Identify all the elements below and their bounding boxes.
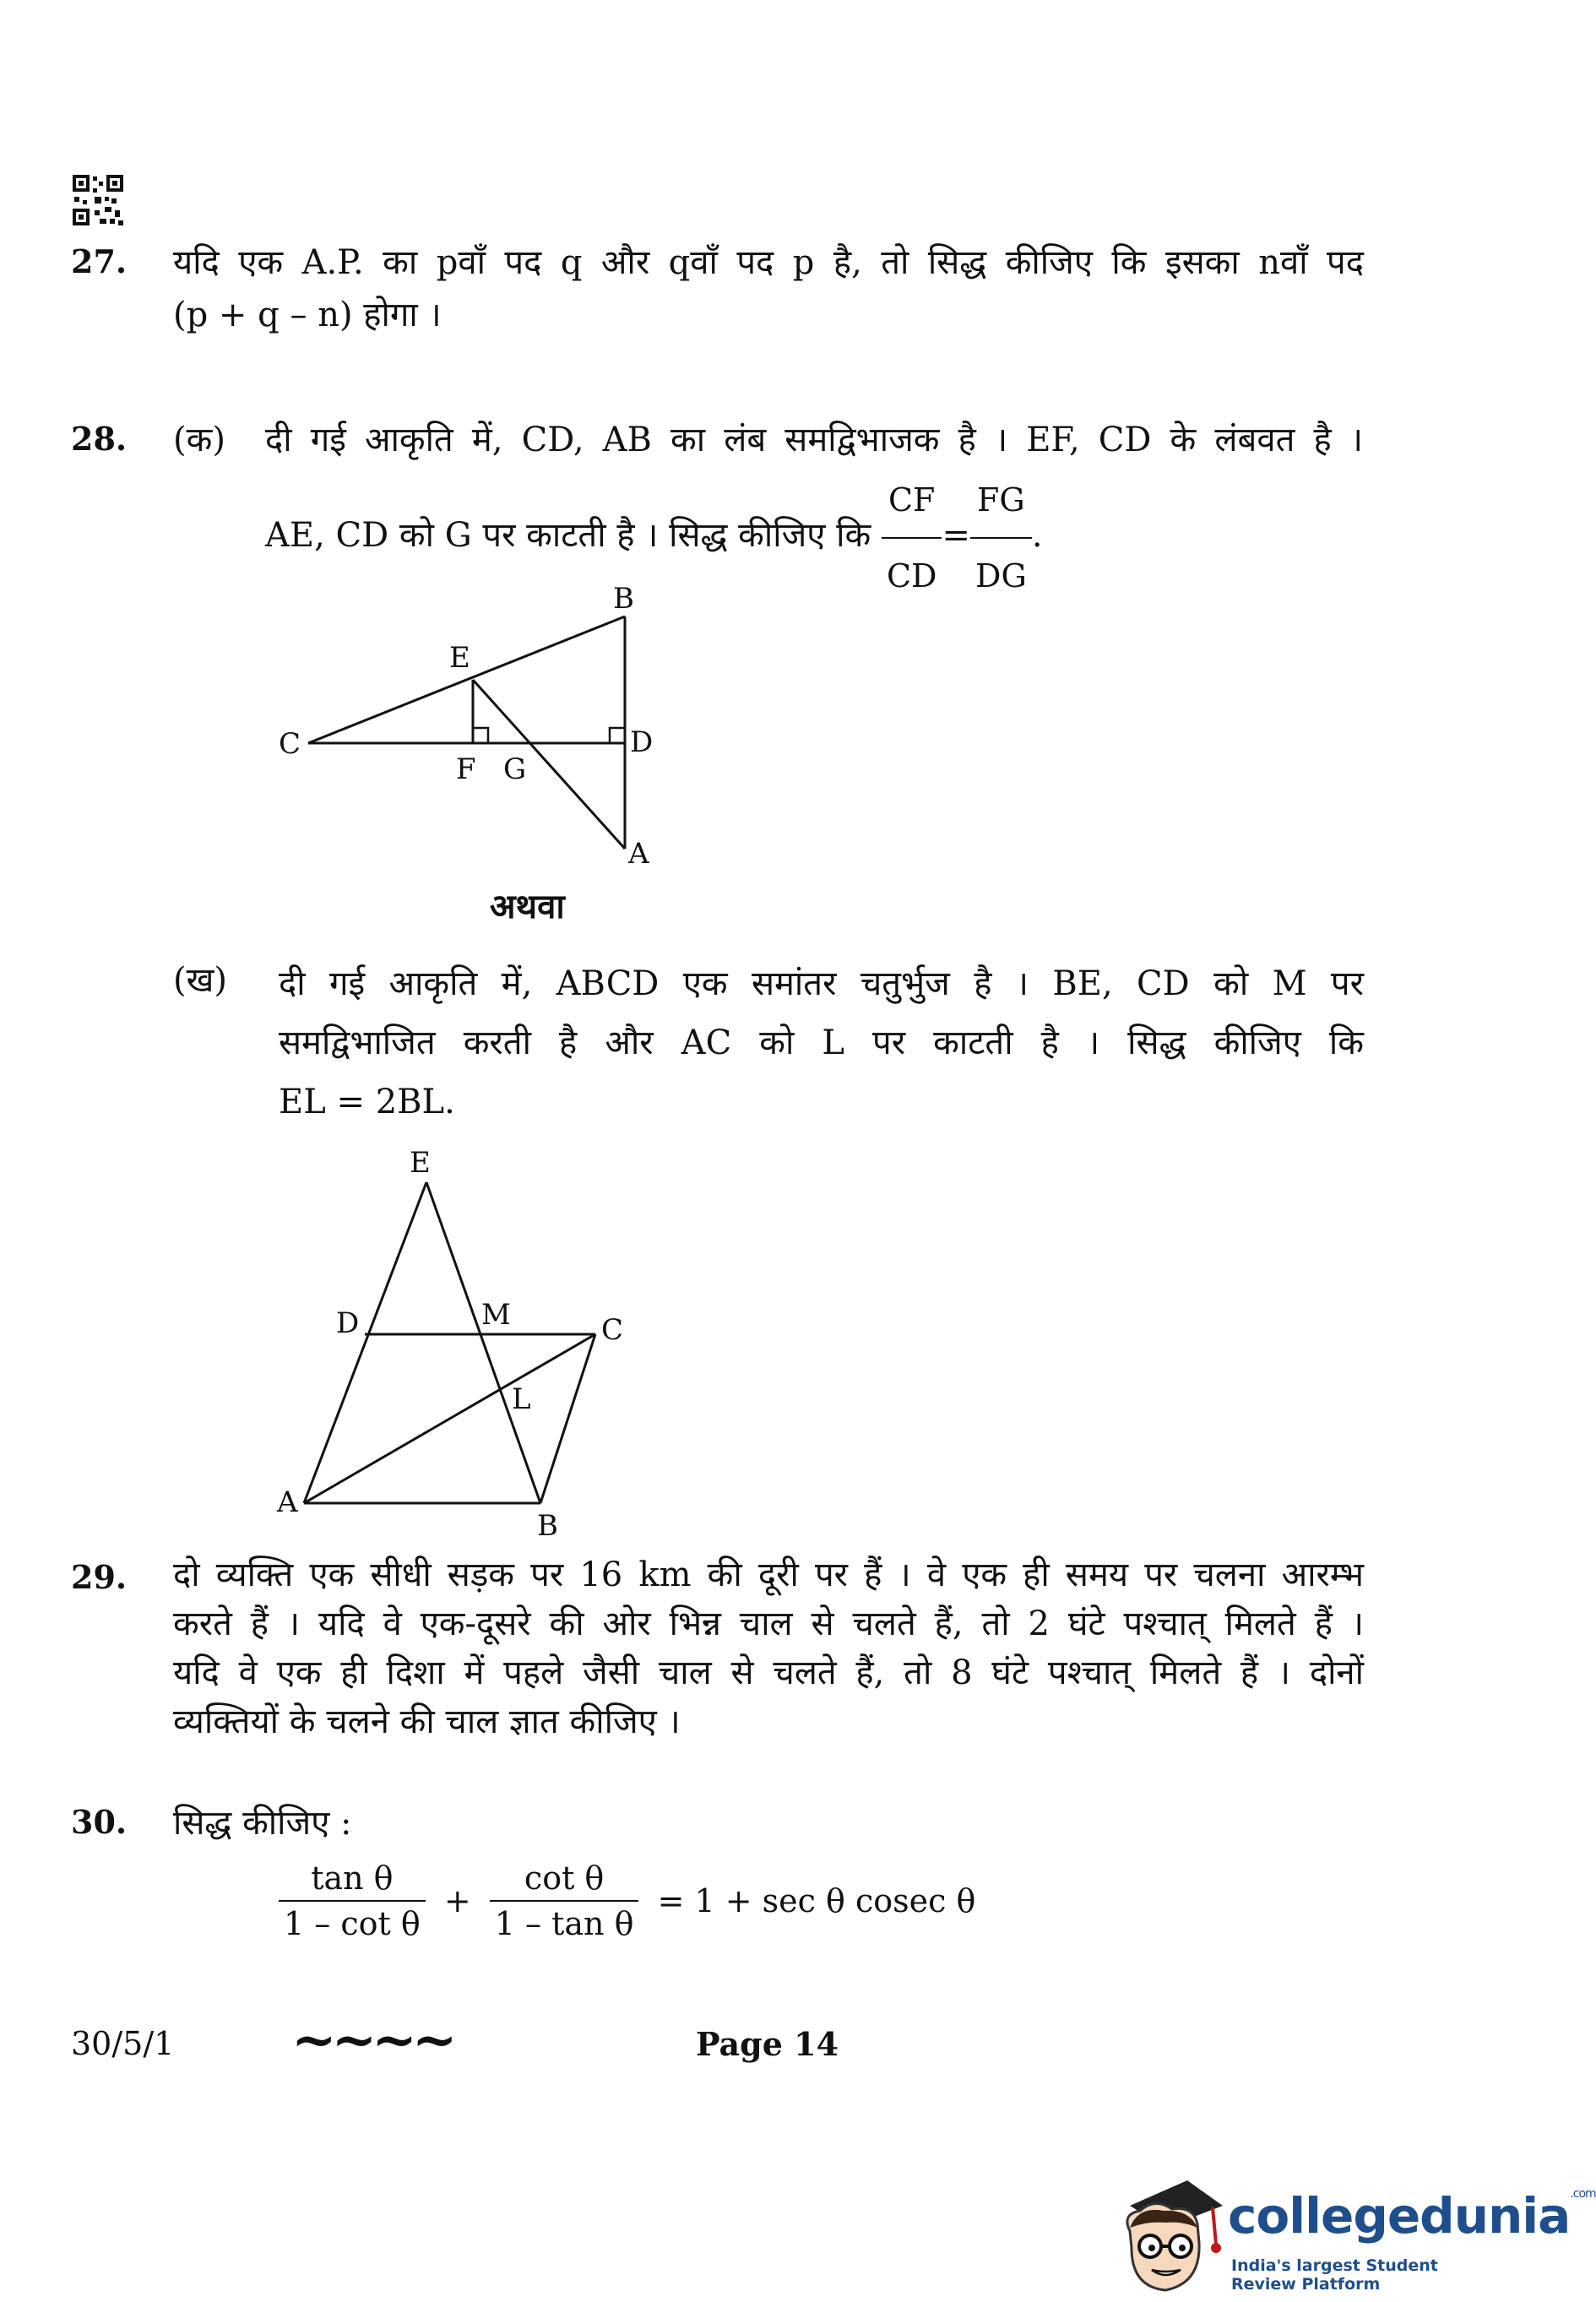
footer-wave-decoration: ~~~~ [291, 2008, 453, 2071]
fig2-label-m: M [481, 1298, 511, 1332]
question-28a-label: (क) [173, 421, 225, 459]
question-29-line-1: दो व्यक्ति एक सीधी सड़क पर 16 km की दूरी पर हैं । वे एक ही समय पर चलना आरम्भ [173, 1555, 1364, 1594]
line-a-c [304, 1334, 595, 1503]
fig1-label-b: B [613, 582, 634, 616]
fraction-numerator: cot θ [490, 1860, 639, 1902]
page-number: Page 14 [696, 2025, 839, 2063]
fraction-denominator: CD [886, 557, 937, 595]
question-number-27: 27. [71, 242, 128, 280]
brand-name-text: collegedunia [1228, 2187, 1571, 2245]
fig2-label-c: C [601, 1313, 624, 1347]
qr-code-icon [71, 173, 125, 227]
line-e-a [473, 680, 625, 849]
or-separator: अथवा [490, 887, 565, 926]
question-27-line-2: (p + q – n) होगा । [173, 296, 442, 334]
brand-tagline: India's largest Student Review Platform [1231, 2256, 1438, 2294]
fig1-label-a: A [628, 837, 649, 871]
question-28b-label: (ख) [173, 961, 227, 1000]
question-28a-line-1: दी गई आकृति में, CD, AB का लंब समद्विभाजक है । EF, CD के लंबवत है । [265, 421, 1363, 459]
right-angle-d [610, 728, 625, 743]
question-30-equation [279, 1860, 975, 1942]
plus-sign: + [443, 1882, 471, 1919]
fraction-numerator: tan θ [279, 1860, 426, 1902]
question-28b-text [279, 954, 1364, 1132]
fig1-label-e: E [449, 641, 470, 675]
question-number-28: 28. [71, 420, 128, 458]
line-a-e [304, 1182, 426, 1503]
paper-code: 30/5/1 [71, 2025, 175, 2062]
figure-1-triangle-diagram [253, 566, 692, 887]
line-b-c [540, 1334, 595, 1503]
fraction-denominator: 1 – tan θ [494, 1905, 634, 1942]
fig2-label-e: E [410, 1146, 431, 1180]
brand-suffix: .com [1570, 2187, 1596, 2201]
fraction-fg-dg [970, 466, 1032, 610]
question-29-text [173, 1550, 1364, 1746]
figure-2-parallelogram-diagram [270, 1140, 642, 1545]
question-29-line-3: यदि वे एक ही दिशा में पहले जैसी चाल से चलते हैं, तो 8 घंटे पश्चात् मिलते हैं । दोनों [173, 1653, 1364, 1692]
fraction-numerator: FG [970, 466, 1032, 539]
fraction-denominator: DG [975, 557, 1027, 595]
fig1-label-f: F [456, 752, 476, 786]
fig2-label-a: A [277, 1485, 298, 1519]
line-c-b [308, 616, 625, 743]
question-28a-line-2-text: AE, CD को G पर काटती है । सिद्ध कीजिए कि [265, 516, 871, 555]
question-27-line-1: यदि एक A.P. का pवाँ पद q और qवाँ पद p है, तो सिद्ध कीजिए कि इसका nवाँ पद [173, 243, 1364, 282]
question-28b-line-3: EL = 2BL. [279, 1083, 455, 1121]
right-angle-f [473, 728, 488, 743]
line-e-b [426, 1182, 540, 1503]
fig2-label-b: B [537, 1509, 558, 1543]
fraction-numerator: CF [882, 466, 942, 539]
fig2-label-d: D [336, 1306, 360, 1340]
brand-name [1228, 2187, 1596, 2245]
fraction-denominator: 1 – cot θ [284, 1905, 421, 1942]
question-29-line-4: व्यक्तियों के चलने की चाल ज्ञात कीजिए । [173, 1702, 681, 1741]
question-30-prompt: सिद्ध कीजिए : [173, 1804, 352, 1843]
equals-sign: = [942, 516, 970, 555]
question-28b-line-2: समद्विभाजित करती है और AC को L पर काटती है । सिद्ध कीजिए कि [279, 1023, 1364, 1062]
question-number-29: 29. [71, 1558, 128, 1596]
fraction-cf-cd [882, 466, 942, 610]
fig2-label-l: L [512, 1382, 531, 1416]
fraction-cot-over-1-minus-tan [490, 1860, 639, 1942]
question-number-30: 30. [71, 1803, 128, 1841]
question-27-text [173, 236, 1364, 341]
mascot-logo-icon [1113, 2172, 1231, 2299]
fig1-label-g: G [503, 752, 527, 786]
period: . [1031, 516, 1043, 555]
question-29-line-2: करते हैं । यदि वे एक-दूसरे की ओर भिन्न चाल से चलते हैं, तो 2 घंटे पश्चात् मिलते हैं । [173, 1604, 1364, 1643]
fraction-tan-over-1-minus-cot [279, 1860, 426, 1942]
fig1-label-c: C [279, 727, 301, 761]
equation-rhs: = 1 + sec θ cosec θ [657, 1882, 976, 1919]
fig1-label-d: D [630, 725, 654, 759]
question-28b-line-1: दी गई आकृति में, ABCD एक समांतर चतुर्भुज है । BE, CD को M पर [279, 964, 1364, 1003]
